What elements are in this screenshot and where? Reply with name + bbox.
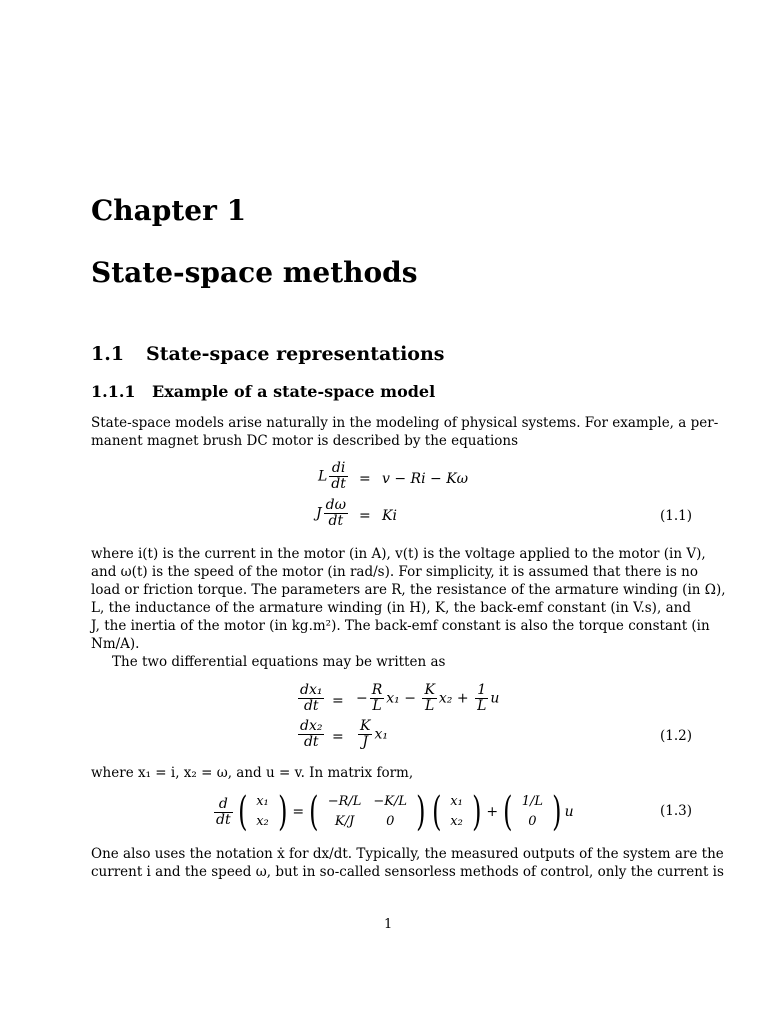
eq-symbol: L — [318, 468, 328, 485]
term: x₂ + — [438, 690, 469, 707]
paragraph-line: The two differential equations may be written as — [112, 654, 446, 670]
fraction-den: J — [362, 734, 369, 750]
left-paren: ( — [309, 789, 319, 835]
fraction-num: K — [360, 718, 371, 734]
left-paren: ( — [503, 789, 513, 835]
paragraph-line: load or friction torque. The parameters are R, the resistance of the armature winding (in Ω), — [91, 582, 726, 598]
plus-sign: + — [486, 804, 499, 820]
fraction-num: dω — [325, 497, 347, 513]
eq-symbol: J — [316, 505, 322, 522]
vector-entry: 0 — [528, 814, 537, 829]
fraction-den: dt — [328, 513, 344, 529]
fraction-den: L — [477, 698, 487, 714]
fraction — [296, 719, 326, 750]
equation-1-3 — [212, 788, 574, 836]
vector-entry: x₂ — [256, 814, 269, 829]
chapter-label: Chapter 1 — [91, 194, 247, 227]
equation-2-2-rhs — [356, 719, 388, 750]
fraction — [214, 797, 233, 828]
equals-sign: = — [332, 693, 344, 709]
minus-sign: − — [356, 690, 368, 707]
section-title: State-space representations — [146, 343, 445, 365]
equation-1-2-rhs: Ki — [382, 508, 397, 524]
vector-entry: 1/L — [521, 794, 544, 809]
right-paren: ) — [277, 789, 288, 835]
right-paren: ) — [471, 789, 482, 835]
subsection-title: Example of a state-space model — [152, 382, 436, 401]
equation-number: (1.2) — [660, 728, 693, 744]
fraction — [324, 498, 348, 529]
paragraph-line: current i and the speed ω, but in so-called sensorless methods of control, only the current is — [91, 864, 724, 880]
equals-sign: = — [359, 471, 371, 487]
fraction — [296, 683, 326, 714]
fraction-den: dt — [303, 734, 319, 750]
paragraph-line: and ω(t) is the speed of the motor (in rad/s). For simplicity, it is assumed that there is no — [91, 564, 698, 580]
fraction-num: 1 — [475, 683, 488, 699]
input-vector — [516, 792, 549, 832]
fraction-den: L — [425, 698, 435, 714]
page-number: 1 — [384, 917, 393, 932]
matrix-entry: 0 — [386, 814, 395, 829]
term: x₁ − — [386, 690, 416, 707]
equation-2-1-rhs — [356, 683, 499, 714]
paragraph-line: L, the inductance of the armature winding (in H), K, the back-emf constant (in V.s), and — [91, 600, 691, 616]
paragraph-line: J, the inertia of the motor (in kg.m²). The back-emf constant is also the torque constant (in — [91, 618, 710, 634]
fraction-den: dt — [216, 811, 231, 828]
right-paren: ) — [552, 789, 562, 835]
fraction-den: dt — [331, 476, 346, 492]
state-vector — [444, 792, 469, 832]
equation-1-1-rhs: v − Ri − Kω — [382, 471, 469, 487]
fraction-num: dx₁ — [300, 682, 323, 698]
section-number: 1.1 — [91, 343, 125, 365]
term: u — [490, 690, 500, 707]
subsection-number: 1.1.1 — [91, 382, 136, 401]
left-paren: ( — [237, 789, 248, 835]
equals-sign: = — [359, 508, 371, 524]
vector-entry: x₁ — [256, 794, 269, 809]
paragraph-line: One also uses the notation ẋ for dx/dt. Typically, the measured outputs of the system are the — [91, 846, 724, 862]
fraction — [329, 461, 348, 492]
paragraph-line: where x₁ = i, x₂ = ω, and u = v. In matrix form, — [91, 765, 414, 781]
matrix-entry: −R/L — [327, 794, 362, 809]
matrix-entry: −K/L — [373, 794, 408, 809]
fraction-num: d — [214, 797, 233, 813]
input-symbol: u — [564, 804, 574, 820]
paragraph-line: Nm/A). — [91, 636, 140, 652]
fraction-num: dx₂ — [300, 718, 323, 734]
paragraph-line: State-space models arise naturally in the modeling of physical systems. For example, a per- — [91, 415, 719, 431]
fraction-den: L — [372, 698, 382, 714]
equation-1-1-lhs — [318, 461, 350, 492]
paragraph-line: where i(t) is the current in the motor (in A), v(t) is the voltage applied to the motor (in V), — [91, 546, 706, 562]
paragraph-line: manent magnet brush DC motor is described by the equations — [91, 433, 519, 449]
equals-sign: = — [332, 729, 344, 745]
term: x₁ — [374, 726, 388, 743]
left-paren: ( — [431, 789, 442, 835]
equation-number: (1.1) — [660, 508, 693, 524]
state-vector — [250, 792, 275, 832]
fraction-den: dt — [303, 698, 319, 714]
matrix-entry: K/J — [334, 814, 355, 829]
system-matrix — [322, 792, 413, 832]
equals-sign: = — [292, 804, 305, 820]
fraction-num: R — [371, 682, 383, 698]
vector-entry: x₂ — [450, 814, 463, 829]
right-paren: ) — [416, 789, 426, 835]
fraction-num: di — [329, 461, 348, 477]
fraction-num: K — [424, 682, 435, 698]
chapter-title: State-space methods — [91, 256, 418, 289]
equation-number: (1.3) — [660, 803, 693, 819]
equation-1-2-lhs — [316, 498, 350, 529]
vector-entry: x₁ — [450, 794, 463, 809]
